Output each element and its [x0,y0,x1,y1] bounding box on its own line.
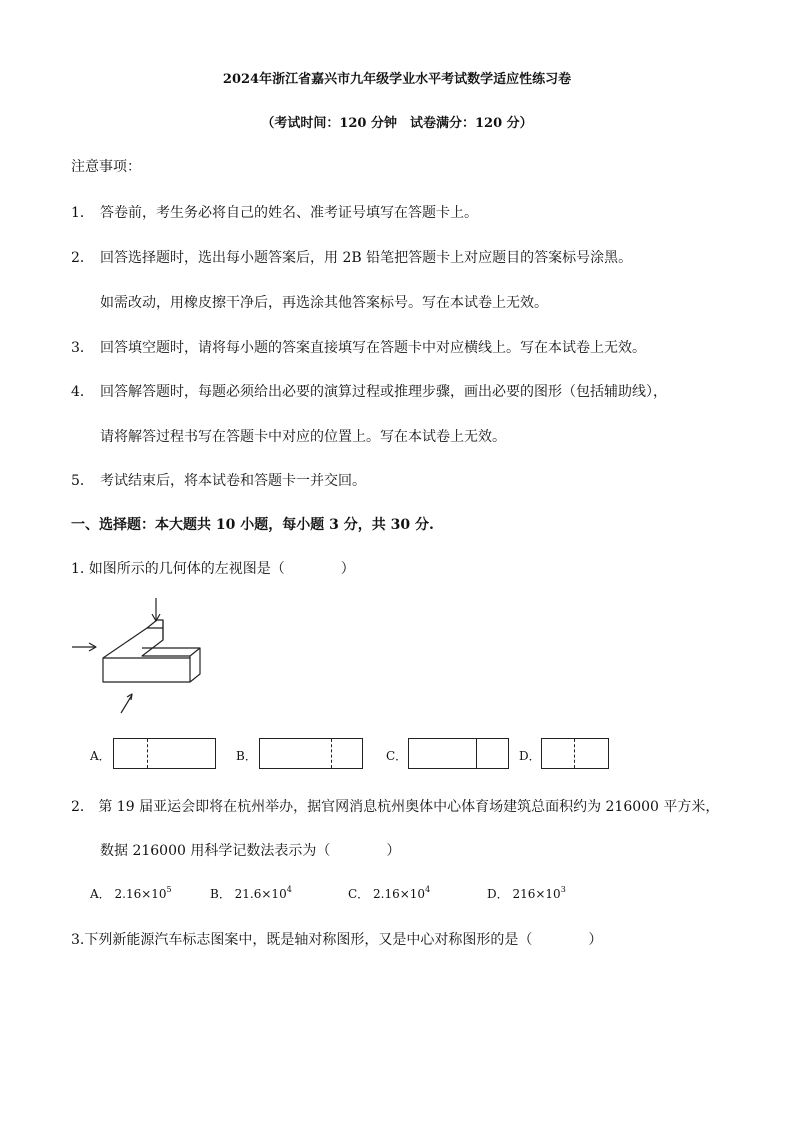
option-label: A． [90,887,111,901]
q1-solid-figure [66,596,216,718]
option-exponent: 3 [560,885,566,894]
option-value: 2.16×10 [373,887,426,901]
note-item-5 [71,470,366,490]
note-number: 4． [71,384,94,400]
question-2-stem-line-1: 2． 第 19 届亚运会即将在杭州举办，据官网消息杭州奥体中心体育场建筑总面积约为 216000 平方米， [71,799,720,815]
option-exponent: 5 [166,885,172,894]
section-heading: 一、选择题：本大题共 10 小题，每小题 3 分，共 30 分. [71,517,434,533]
q1-option-c-label[interactable]: C． [386,749,408,763]
note-number: 1． [71,205,94,221]
visible-edge-line [476,739,477,768]
q1-option-d-view[interactable] [541,738,609,769]
q1-option-b-label[interactable]: B． [236,749,257,763]
note-item-1 [71,202,478,222]
note-text: 答卷前，考生务必将自己的姓名、准考证号填写在答题卡上。 [100,205,478,221]
option-label: B． [210,887,231,901]
option-label: C． [348,887,370,901]
note-item-4 [71,381,667,401]
q2-option-d[interactable] [487,885,566,902]
question-1-stem: 1. 如图所示的几何体的左视图是（ ） [71,561,355,577]
exam-subtitle: （考试时间：120 分钟 试卷满分：120 分） [261,116,533,131]
option-value: 21.6×10 [234,887,287,901]
notes-heading: 注意事项： [71,159,141,175]
option-exponent: 4 [425,885,431,894]
q1-option-d-label[interactable]: D． [519,749,541,763]
note-item-2-continued: 如需改动，用橡皮擦干净后，再选涂其他答案标号。写在本试卷上无效。 [100,295,548,311]
q1-option-c-view[interactable] [408,738,509,769]
option-label: D． [487,887,509,901]
q1-option-b-view[interactable] [259,738,363,769]
option-value: 216×10 [512,887,561,901]
hidden-edge-line [331,739,332,768]
note-text: 回答选择题时，选出每小题答案后，用 2B 铅笔把答题卡上对应题目的答案标号涂黑。 [100,250,633,266]
q1-option-a-label[interactable]: A． [90,749,111,763]
q1-option-a-view[interactable] [113,738,216,769]
option-exponent: 4 [286,885,292,894]
note-number: 3． [71,340,94,356]
note-text: 回答填空题时，请将每小题的答案直接填写在答题卡中对应横线上。写在本试卷上无效。 [100,340,646,356]
question-3-stem: 3.下列新能源汽车标志图案中，既是轴对称图形，又是中心对称图形的是（ ） [71,932,603,948]
exam-title: 2024年浙江省嘉兴市九年级学业水平考试数学适应性练习卷 [222,72,572,87]
note-text: 回答解答题时，每题必须给出必要的演算过程或推理步骤，画出必要的图形（包括辅助线）， [100,384,667,400]
q2-option-b[interactable] [210,885,292,902]
hidden-edge-line [574,739,575,768]
q2-option-c[interactable] [348,885,430,902]
hidden-edge-line [147,739,148,768]
note-item-2 [71,247,632,267]
q2-option-a[interactable] [90,885,172,902]
note-item-3 [71,337,646,357]
note-number: 5． [71,473,94,489]
option-value: 2.16×10 [114,887,167,901]
note-item-4-continued: 请将解答过程书写在答题卡中对应的位置上。写在本试卷上无效。 [100,429,506,445]
question-2-stem-line-2: 数据 216000 用科学记数法表示为（ ） [100,843,401,859]
note-text: 考试结束后，将本试卷和答题卡一并交回。 [100,473,366,489]
note-number: 2． [71,250,94,266]
